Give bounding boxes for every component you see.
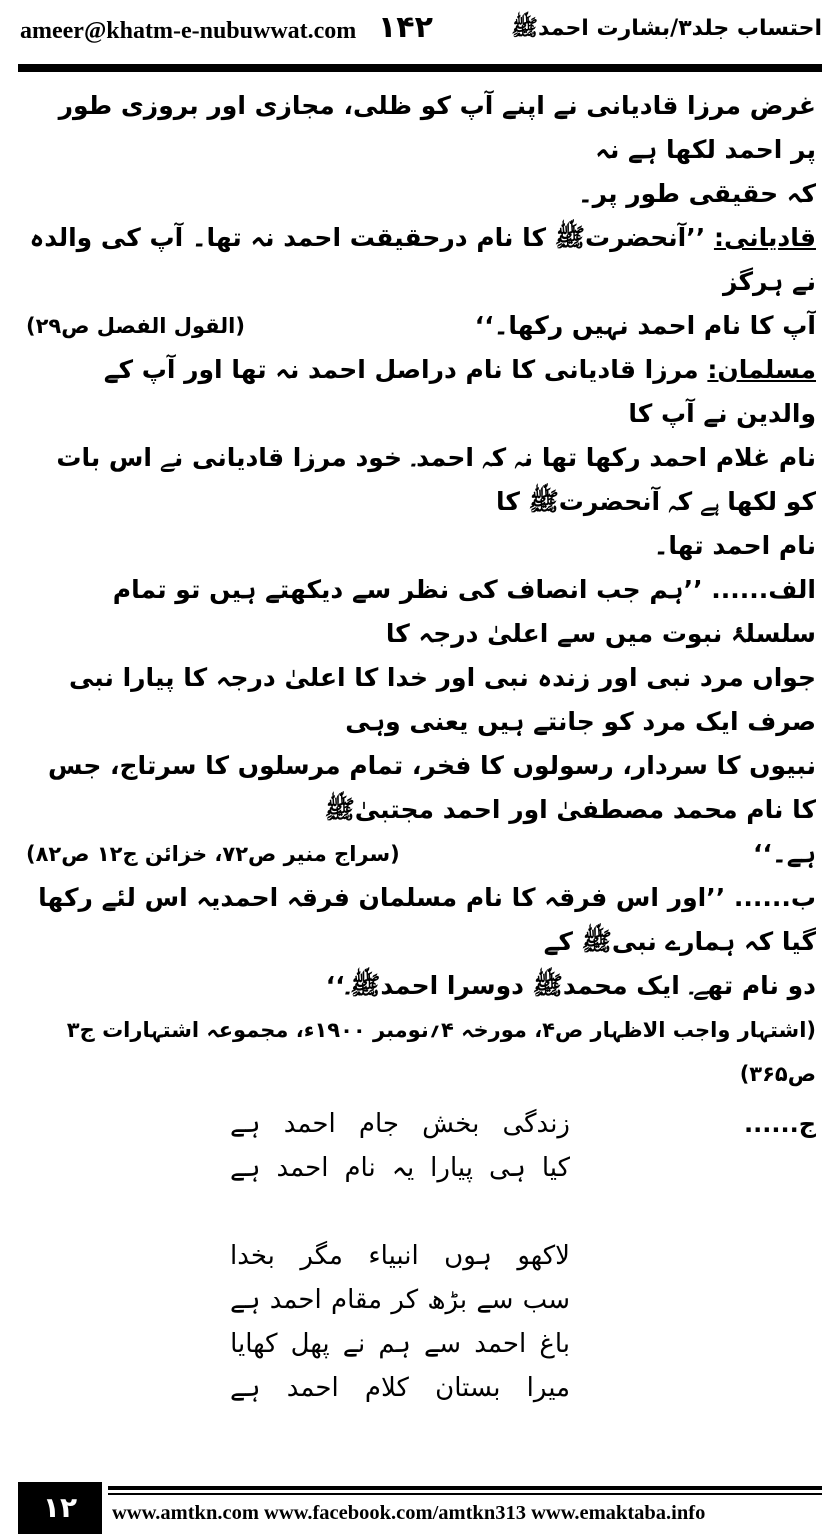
poem-line bbox=[230, 1102, 570, 1146]
poem-word: پیارا bbox=[430, 1153, 473, 1183]
muslim-text-2: نام غلام احمد رکھا تھا نہ کہ احمد۔ خود مرزا قادیانی نے اس بات کو لکھا ہے کہ آنحضرتﷺ کا bbox=[56, 443, 816, 516]
alif-citation: (سراج منیر ص۷۲، خزائن ج۱۲ ص۸۲) bbox=[26, 842, 400, 866]
poem-word: ہی bbox=[488, 1153, 526, 1183]
poem-word: باغ bbox=[539, 1329, 570, 1359]
qadiani-claim-end bbox=[26, 304, 816, 348]
poem-word: ہے bbox=[230, 1153, 261, 1183]
poem-word: سب bbox=[522, 1285, 570, 1315]
poem-word: بخدا bbox=[230, 1241, 275, 1271]
poem-word: بڑھ bbox=[427, 1285, 468, 1315]
muslim-label: مسلمان: bbox=[707, 355, 816, 384]
poem-line bbox=[230, 1278, 570, 1322]
running-title: احتساب جلد۳/بشارت احمدﷺ bbox=[511, 16, 822, 41]
poem-word: کیا bbox=[541, 1153, 570, 1183]
be-line-2: دو نام تھے۔ ایک محمدﷺ دوسرا احمدﷺ۔‘‘ bbox=[325, 971, 816, 1000]
alif-line-3: نبیوں کا سردار، رسولوں کا فخر، تمام مرسلوں کا سرتاج، جس کا نام محمد مصطفیٰ اور احمد مجتبیٰﷺ bbox=[47, 751, 816, 824]
alif-line-2: جواں مرد نبی اور زندہ نبی اور خدا کا اعلیٰ درجہ کا پیارا نبی صرف ایک مرد کو جانتے ہیں یعنی وہی bbox=[69, 663, 816, 736]
poem-word: احمد bbox=[286, 1373, 339, 1403]
poem-word: نام bbox=[344, 1153, 376, 1183]
qadiani-text: ’’آنحضرتﷺ کا نام درحقیقت احمد نہ تھا۔ آپ کی والدہ نے ہرگز bbox=[29, 223, 816, 296]
poem-word: انبیاء bbox=[368, 1241, 419, 1271]
poem-word: ہے bbox=[230, 1373, 261, 1403]
muslim-response bbox=[26, 348, 816, 436]
poem bbox=[26, 1102, 816, 1424]
footer-page-number: ۱۲ bbox=[18, 1482, 102, 1534]
poem-word: احمد bbox=[283, 1109, 336, 1139]
muslim-text-3: نام احمد تھا۔ bbox=[653, 531, 816, 560]
poem-line bbox=[230, 1366, 570, 1410]
qadiani-label: قادیانی: bbox=[713, 223, 816, 252]
alif-end bbox=[26, 832, 816, 876]
poem-word: مگر bbox=[300, 1241, 343, 1271]
poem-word: ہے bbox=[230, 1285, 261, 1315]
header-rule bbox=[18, 64, 822, 72]
stanza-gap bbox=[26, 1190, 816, 1234]
page-body bbox=[26, 84, 816, 1424]
poem-word: احمد bbox=[276, 1153, 329, 1183]
poem-word: زندگی bbox=[502, 1109, 570, 1139]
header-page-number: ۱۴۲ bbox=[378, 10, 433, 45]
poem-word: ہے bbox=[230, 1109, 261, 1139]
poem-word: ہم bbox=[378, 1329, 411, 1359]
footer-links: www.amtkn.com www.facebook.com/amtkn313 www.emaktaba.info bbox=[112, 1502, 706, 1524]
qadiani-text-2: آپ کا نام احمد نہیں رکھا۔‘‘ bbox=[474, 311, 816, 340]
be-line-1: ب...... ’’اور اس فرقہ کا نام مسلمان فرقہ احمدیہ اس لئے رکھا گیا کہ ہمارے نبیﷺ کے bbox=[38, 883, 816, 956]
poem-word: یہ bbox=[391, 1153, 415, 1183]
jeem-lead: ج...... bbox=[744, 1110, 816, 1138]
poem-word: احمد bbox=[474, 1329, 527, 1359]
be-citation: (اشتہار واجب الاظہار ص۴، مورخہ ۴؍نومبر ۱۹۰۰ء، مجموعہ اشتہارات ج۳ ص۳۶۵) bbox=[66, 1018, 816, 1086]
poem-word: احمد bbox=[269, 1285, 322, 1315]
alif-line-4: ہے۔‘‘ bbox=[753, 839, 816, 868]
intro-line-1: غرض مرزا قادیانی نے اپنے آپ کو ظلی، مجازی اور بروزی طور پر احمد لکھا ہے نہ bbox=[58, 91, 816, 164]
poem-line bbox=[230, 1234, 570, 1278]
poem-word: سے bbox=[424, 1329, 462, 1359]
footer-rule bbox=[108, 1486, 822, 1490]
stanza-gap bbox=[26, 1410, 816, 1424]
qadiani-claim bbox=[26, 216, 816, 304]
intro-line-2: کہ حقیقی طور پر۔ bbox=[577, 179, 816, 208]
alif-line-1: الف...... ’’ہم جب انصاف کی نظر سے دیکھتے ہیں تو تمام سلسلۂ نبوت میں سے اعلیٰ درجہ کا bbox=[112, 575, 816, 648]
page-footer bbox=[0, 1482, 840, 1540]
poem-line bbox=[230, 1322, 570, 1366]
poem-word: بستان bbox=[435, 1373, 501, 1403]
poem-word: کر bbox=[391, 1285, 419, 1315]
page-header bbox=[0, 0, 840, 70]
poem-word: بخش bbox=[422, 1109, 480, 1139]
poem-word: سے bbox=[476, 1285, 514, 1315]
poem-word: میرا bbox=[526, 1373, 570, 1403]
poem-word: لاکھو bbox=[517, 1241, 570, 1271]
footer-rule-thin bbox=[108, 1493, 822, 1495]
poem-word: مقام bbox=[330, 1285, 383, 1315]
poem-word: ہوں bbox=[444, 1241, 492, 1271]
header-email: ameer@khatm-e-nubuwwat.com bbox=[20, 18, 357, 44]
poem-word: کھایا bbox=[230, 1329, 278, 1359]
poem-word: کلام bbox=[364, 1373, 409, 1403]
poem-word: نے bbox=[342, 1329, 366, 1359]
poem-word: پھل bbox=[290, 1329, 330, 1359]
poem-line bbox=[230, 1146, 570, 1190]
muslim-text: مرزا قادیانی کا نام دراصل احمد نہ تھا اور آپ کے والدین نے آپ کا bbox=[103, 355, 816, 428]
qadiani-citation: (القول الفصل ص۲۹) bbox=[26, 314, 245, 338]
poem-word: جام bbox=[358, 1109, 399, 1139]
